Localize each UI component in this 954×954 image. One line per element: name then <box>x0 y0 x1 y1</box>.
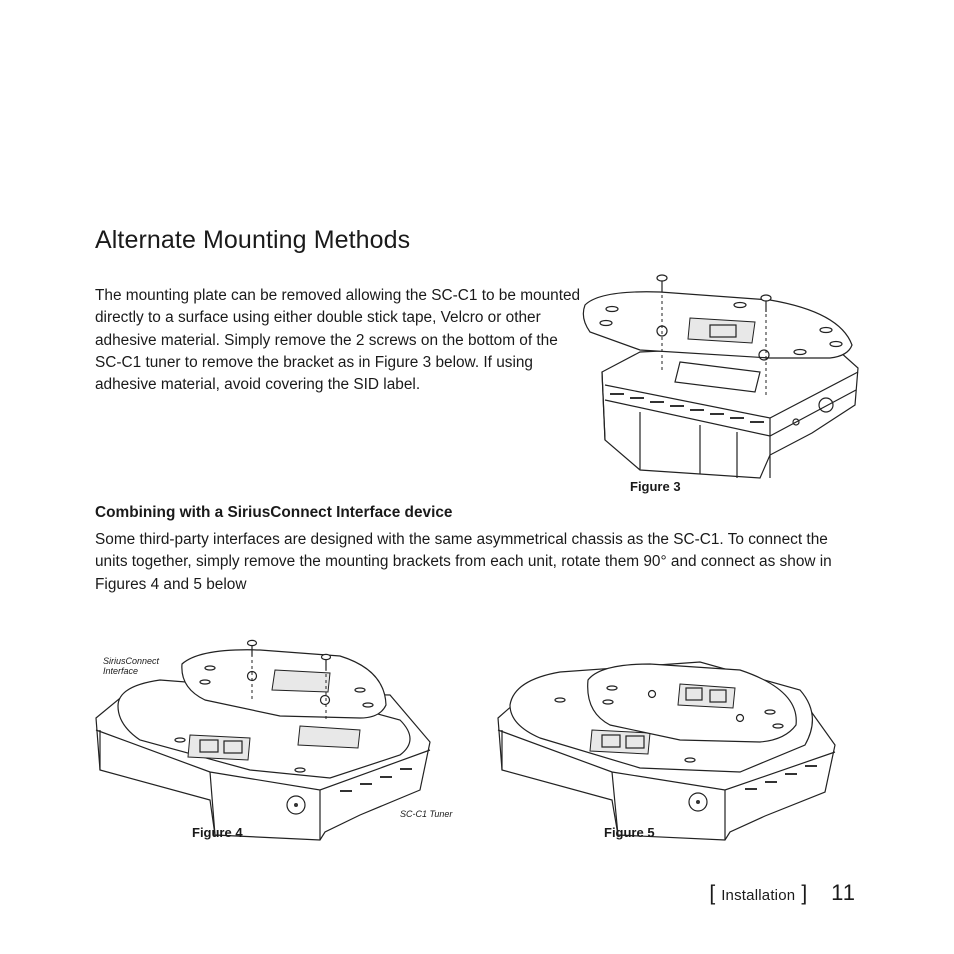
callout-siriusconnect-interface: SiriusConnect Interface <box>103 656 160 676</box>
callout-sc-c1-tuner: SC-C1 Tuner <box>400 809 453 819</box>
combining-paragraph: Some third-party interfaces are designed with the same asymmetrical chassis as the SC-C1. To connect the units together, simply remove the mounting brackets from each unit, rotate them 90° and connect as show in Figures 4 and 5 below <box>95 531 832 593</box>
page-footer <box>709 880 856 906</box>
page-number: 11 <box>831 880 856 905</box>
stacked-units-assembled-icon <box>498 662 835 840</box>
figure-3-label: Figure 3 <box>630 479 681 494</box>
footer-open-bracket: [ <box>709 882 716 905</box>
footer-close-bracket: ] <box>801 882 808 905</box>
footer-section-name: Installation <box>721 887 796 904</box>
section-subheading: Combining with a SiriusConnect Interface device <box>95 504 453 521</box>
figure-5-label: Figure 5 <box>604 825 655 840</box>
page-title: Alternate Mounting Methods <box>95 226 411 254</box>
intro-paragraph: The mounting plate can be removed allowing the SC-C1 to be mounted directly to a surface using either double stick tape, Velcro or other adhesive material. Simply remove the 2 screws on the bottom of the SC-C1 tuner to remove the bracket as in Figure 3 below. If using adhesive material, avoid covering the SID label. <box>95 287 581 394</box>
figure-4-label: Figure 4 <box>192 825 243 840</box>
